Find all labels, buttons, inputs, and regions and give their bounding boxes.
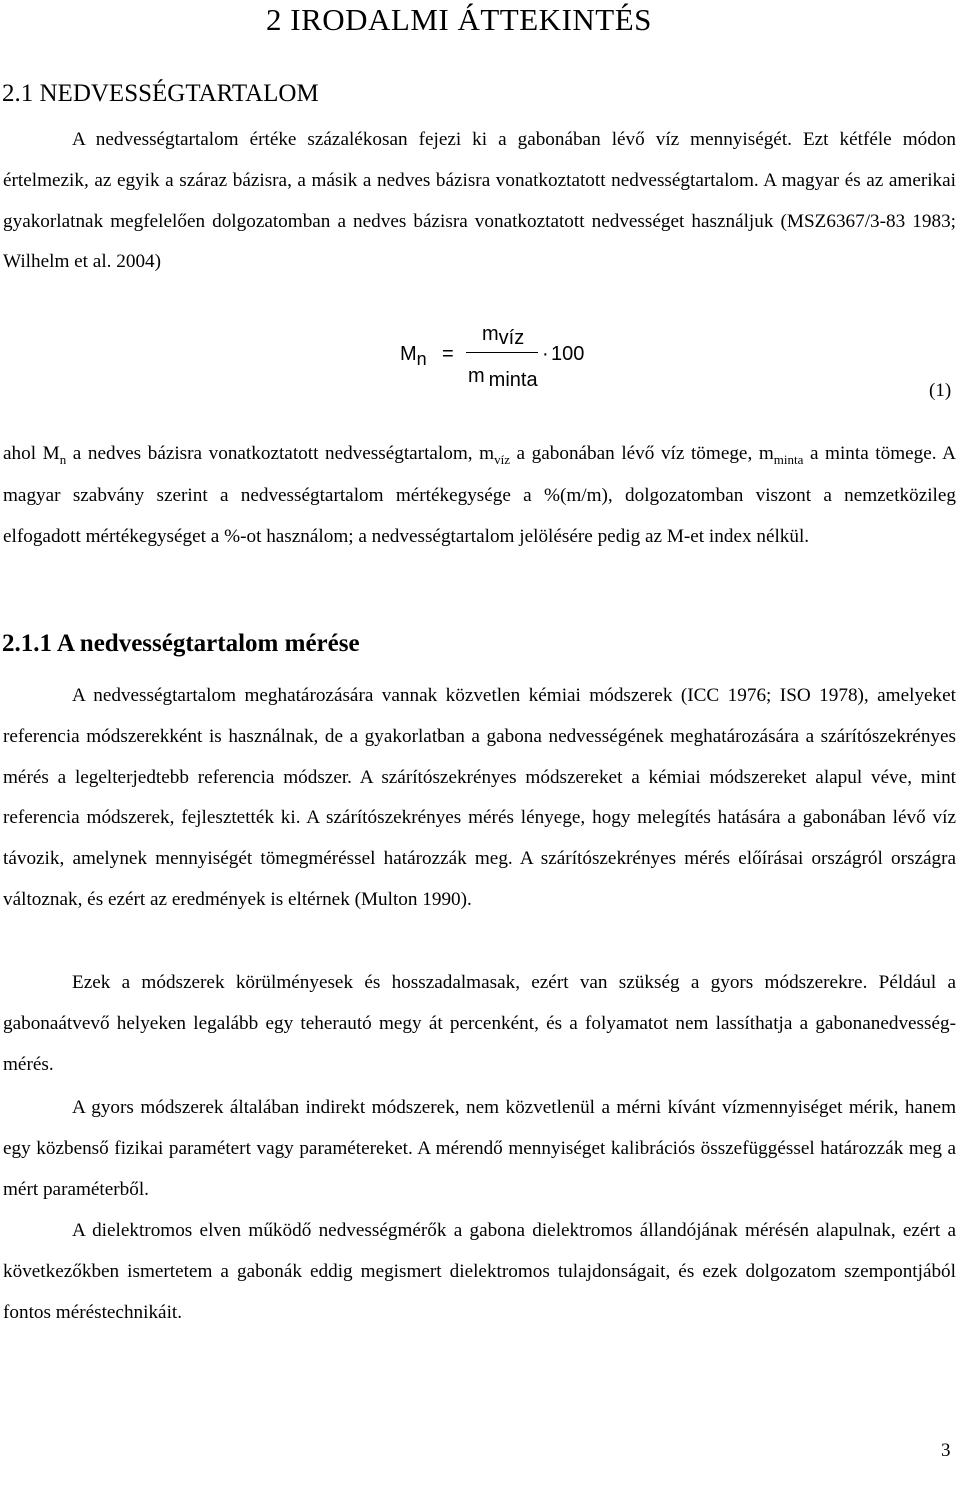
definitions-paragraph [3,434,956,557]
formula-lhs [400,343,427,369]
indirect-methods-paragraph: A gyors módszerek általában indirekt módszerek, nem közvetlenül a mérni kívánt vízmennyiséget mérik, hanem egy közbenső fizikai paramétert vagy paramétereket. A mérendő mennyiséget kalibrációs összefüggéssel határozzák meg a mért paraméterből. [3,1097,956,1200]
formula-lhs-symbol: M [400,343,417,365]
measurement-paragraph: A nedvességtartalom meghatározására vannak közvetlen kémiai módszerek (ICC 1976; ISO 1978), amelyeket referencia módszerekként is használnak, de a gyakorlatban a gabona nedvességének meghatározására a szárítószekrényes mérés a legelterjedtebb referencia módszer. A szárítószekrényes módszereket a kémiai módszereket alapul véve, mint referencia módszerek, fejlesztették ki. A szárítószekrényes mérés lényege, hogy melegítés hatására a gabonában lévő víz távozik, amelynek mennyiségét tömegméréssel határozzák meg. A szárítószekrényes mérés előírásai országról országra változnak, és ezért az eredmények is eltérnek (Multon 1990). [3,685,956,910]
def-text-4: a minta tömege. A magyar szabvány szerint a nedvességtartalom mértékegysége a %(m/m), dolgozatomban viszont a nemzetközileg elfogadott mértékegységet a %-ot használom; a nedvességtartalom jelölésére pedig az M-et index nélkül. [3,443,956,547]
def-text-1: ahol M [3,443,60,464]
equation-number: (1) [929,380,952,401]
moisture-formula [0,315,960,415]
formula-multiply-dot: · [542,343,549,365]
subsection-heading: 2.1.1 A nedvességtartalom mérése [2,630,360,657]
def-sub-viz: víz [494,452,510,467]
formula-numerator-symbol: m [482,323,499,345]
formula-lhs-subscript: n [416,349,427,369]
formula-numerator-subscript: víz [498,327,525,349]
def-text-3: a gabonában lévő víz tömege, m [509,443,774,464]
fraction-bar [466,352,538,353]
page-number: 3 [941,1440,951,1461]
formula-factor: 100 [551,343,585,365]
def-sub-minta: minta [773,452,804,467]
formula-numerator [482,323,525,349]
def-text-2: a nedves bázisra vonatkoztatott nedvességtartalom, m [66,443,495,464]
section-heading: 2.1 NEDVESSÉGTARTALOM [2,80,319,107]
def-sub-n: n [59,452,67,467]
formula-denominator-subscript: minta [488,369,538,391]
formula-denominator-symbol: m [468,365,485,387]
fast-methods-paragraph: Ezek a módszerek körülményesek és hosszadalmasak, ezért van szükség a gyors módszerekre. Például a gabonaátvevő helyeken legalább egy teherautó megy át percenként, és a folyamatot nem lassíthatja a gabonanedvesség-mérés. [3,972,956,1075]
intro-paragraph: A nedvességtartalom értéke százalékosan fejezi ki a gabonában lévő víz mennyiségét. Ezt kétféle módon értelmezik, az egyik a száraz bázisra, a másik a nedves bázisra vonatkoztatott nedvességtartalom. A magyar és az amerikai gyakorlatnak megfelelően dolgozatomban a nedves bázisra vonatkoztatott nedvességet használjuk (MSZ6367/3-83 1983; Wilhelm et al. 2004) [3,129,956,273]
formula-equals: = [442,343,454,365]
formula-denominator [468,365,538,391]
chapter-heading: 2 IRODALMI ÁTTEKINTÉS [266,2,652,37]
dielectric-paragraph: A dielektromos elven működő nedvességmérők a gabona dielektromos állandójának mérésén alapulnak, ezért a következőkben ismertetem a gabonák eddig megismert dielektromos tulajdonságait, és ezek dolgozatom szempontjából fontos méréstechnikáit. [3,1220,956,1323]
